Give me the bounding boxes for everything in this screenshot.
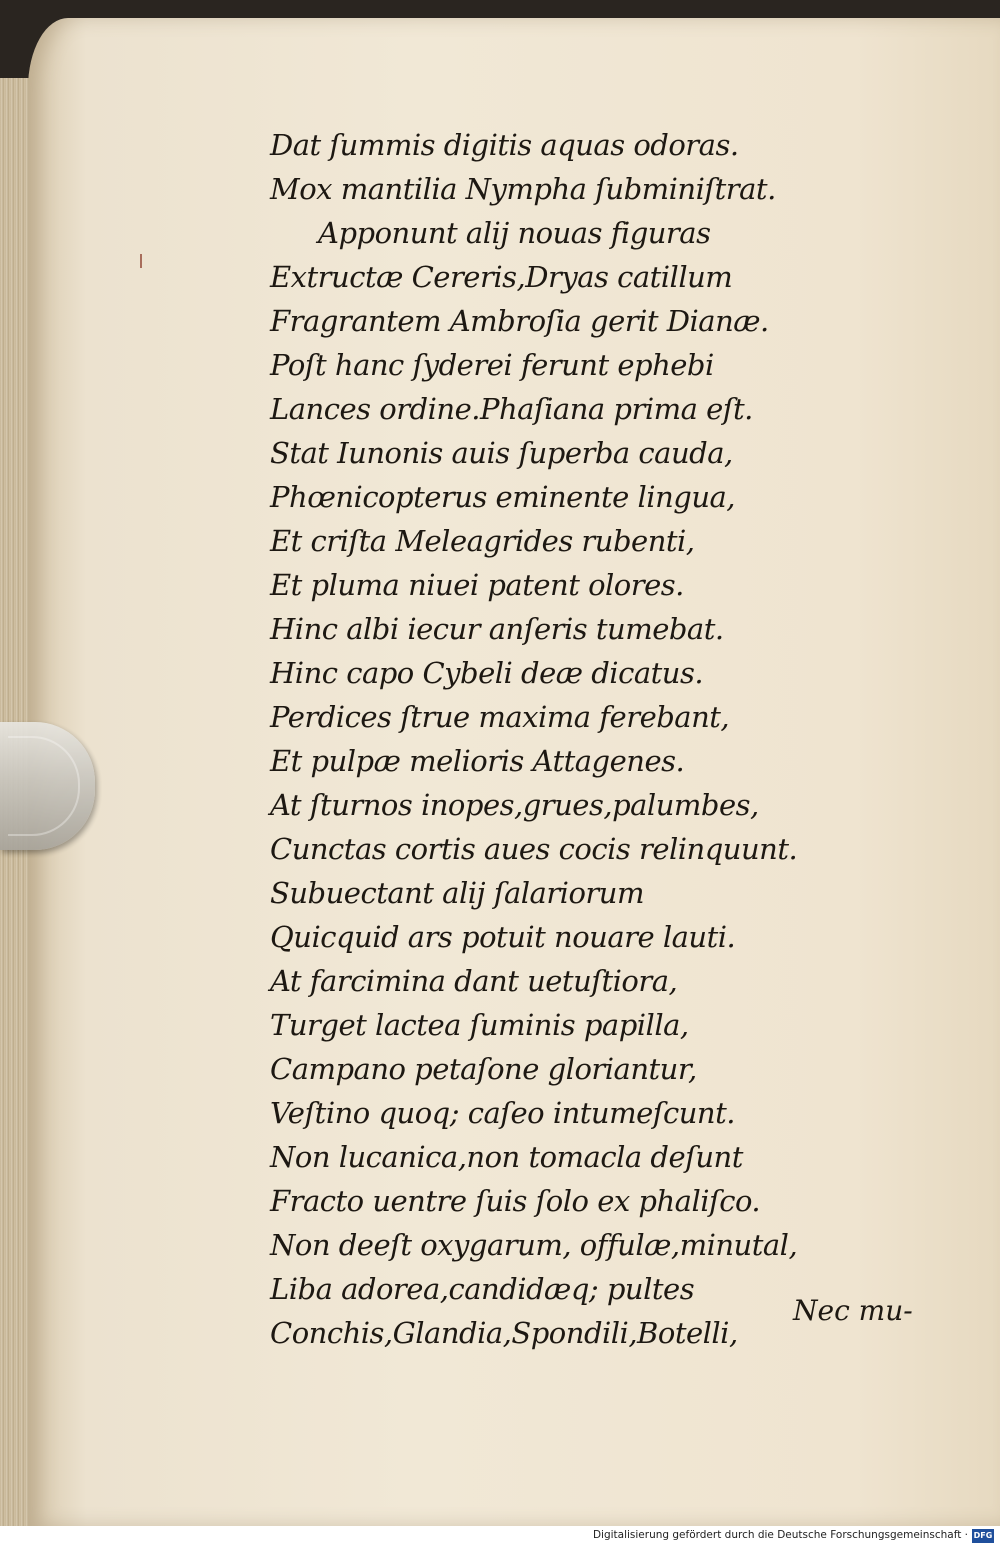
verse-line: Quicquid ars potuit nouare lauti. <box>270 920 736 954</box>
verse-line: At farcimina dant uetuſtiora, <box>270 964 678 998</box>
verse-line: Dat ſummis digitis aquas odoras. <box>270 128 739 162</box>
footer-bar <box>0 1526 1000 1547</box>
verse-line: Poſt hanc ſyderei ferunt ephebi <box>270 348 714 382</box>
verse-line: Non deeſt oxygarum, offulæ,minutal, <box>270 1228 798 1262</box>
verse-line: Et pluma niuei patent olores. <box>270 568 684 602</box>
verse-line: At ſturnos inopes,grues,palumbes, <box>270 788 759 822</box>
verse-line: Mox mantilia Nympha ſubminiſtrat. <box>270 172 776 206</box>
verse-line: Phœnicopterus eminente lingua, <box>270 480 736 514</box>
verse-line: Cunctas cortis aues cocis relinquunt. <box>270 832 798 866</box>
verse-line: Non lucanica,non tomacla deſunt <box>270 1140 743 1174</box>
verse-line: Perdices ſtrue maxima ferebant, <box>270 700 730 734</box>
verse-line: Lances ordine.Phaſiana prima eſt. <box>270 392 753 426</box>
verse-line: Hinc albi iecur anſeris tumebat. <box>270 612 724 646</box>
verse-line: Liba adorea,candidæq; pultes <box>270 1272 695 1306</box>
verse-line: Apponunt alij nouas figuras <box>318 216 711 250</box>
verse-line: Subuectant alij ſalariorum <box>270 876 644 910</box>
verse-line: Hinc capo Cybeli deæ dicatus. <box>270 656 704 690</box>
verse-line: Et pulpæ melioris Attagenes. <box>270 744 685 778</box>
verse-line: Veſtino quoq; caſeo intumeſcunt. <box>270 1096 735 1130</box>
verse-line: Turget lactea ſuminis papilla, <box>270 1008 689 1042</box>
margin-mark <box>140 254 142 268</box>
verse-line: Campano petaſone gloriantur, <box>270 1052 697 1086</box>
verse-line: Fragrantem Ambroſia gerit Dianæ. <box>270 304 769 338</box>
verse-line: Et criſta Meleagrides rubenti, <box>270 524 695 558</box>
catchword: Nec mu- <box>793 1294 913 1327</box>
verse-line: Extructæ Cereris,Dryas catillum <box>270 260 733 294</box>
verse-line: Fracto uentre ſuis ſolo ex phaliſco. <box>270 1184 761 1218</box>
verse-line: Stat Iunonis auis ſuperba cauda, <box>270 436 733 470</box>
funding-credit: Digitalisierung gefördert durch die Deutsche Forschungsgemeinschaft · <box>592 1529 968 1541</box>
verse-line: Conchis,Glandia,Spondili,Botelli, <box>270 1316 738 1350</box>
dfg-logo: DFG <box>972 1529 994 1543</box>
